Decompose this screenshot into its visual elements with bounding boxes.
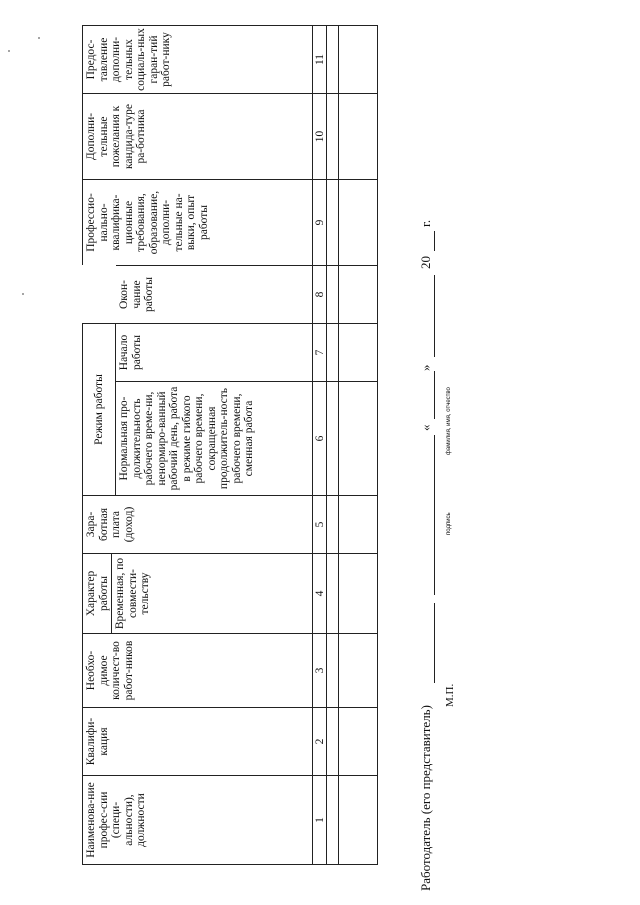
column-number-2 (312, 707, 326, 775)
header-qualification (82, 707, 312, 775)
table-cell (338, 93, 378, 179)
column-number-8 (312, 265, 326, 323)
header-regime (82, 323, 116, 495)
column-number-6-text: 6 (314, 435, 326, 442)
column-number-8-text: 8 (314, 291, 326, 298)
header-profession-text: Наименова-ние профес-сии (специ-альности), должности (85, 782, 147, 858)
year-suffix (418, 220, 434, 227)
year-prefix (418, 256, 434, 269)
header-requirements (82, 179, 312, 265)
table-cell (326, 553, 338, 633)
table-cell (326, 633, 338, 707)
year-suffix-text: г. (418, 219, 433, 227)
column-number-1 (312, 775, 326, 865)
table-cell (338, 179, 378, 265)
scan-speck (22, 293, 24, 295)
date-year-line (418, 231, 435, 251)
header-salary-text: Зара-ботная плата (доход) (85, 506, 135, 543)
header-end (116, 265, 312, 323)
column-number-4-text: 4 (314, 590, 326, 597)
column-number-5 (312, 495, 326, 553)
header-work-type-sub (112, 553, 312, 633)
table-cell (338, 553, 378, 633)
column-number-11 (312, 25, 326, 93)
scan-speck (8, 50, 10, 52)
table-cell (326, 93, 338, 179)
table-cell (326, 179, 338, 265)
table-cell (338, 323, 378, 381)
table-cell (326, 775, 338, 865)
column-number-10 (312, 93, 326, 179)
column-number-9 (312, 179, 326, 265)
header-qualification-text: Квалифи-кация (85, 717, 110, 766)
header-regime-sub-text: Нормальная про-должительность рабочего време-ни, ненормиро-ванный рабочий день, работа в режиме гибкого рабочего времени, сокращенная продолжитель-ность рабочего времени, сменная работа (118, 386, 255, 491)
table-cell (338, 25, 378, 93)
header-regime-text: Режим работы (93, 374, 105, 445)
table-cell (326, 25, 338, 93)
column-number-2-text: 2 (314, 738, 326, 745)
name-caption-text: фамилия, имя, отчество (446, 387, 452, 455)
table-cell (326, 265, 338, 323)
header-work-type-sub-text: Временная, по совмести-тельству (114, 557, 151, 630)
name-caption (446, 387, 452, 455)
table-cell (338, 707, 378, 775)
column-number-7 (312, 323, 326, 381)
column-number-6 (312, 381, 326, 495)
column-number-9-text: 9 (314, 219, 326, 226)
column-number-7-text: 7 (314, 349, 326, 356)
header-workers-needed-text: Необхо-димое количест-во работ-ников (85, 640, 135, 701)
date-day-line (418, 371, 435, 419)
table-cell (326, 323, 338, 381)
header-requirements-text: Профессио-нально-квалифика-ционные требования, образование, дополни-тельные на-выки, опыт работы (85, 190, 210, 255)
table-cell (338, 775, 378, 865)
table-cell (326, 381, 338, 495)
header-salary (82, 495, 312, 553)
table-cell (326, 495, 338, 553)
header-guarantees (82, 25, 312, 93)
table-cell (338, 265, 378, 323)
column-number-4 (312, 553, 326, 633)
year-prefix-text: 20 (418, 256, 433, 269)
stamp-label (444, 684, 456, 707)
column-number-3-text: 3 (314, 667, 326, 674)
header-profession (82, 775, 312, 865)
signature-line (418, 603, 435, 683)
name-line (418, 435, 435, 595)
column-number-11-text: 11 (314, 53, 326, 66)
date-month-line (418, 275, 435, 357)
table-cell (338, 495, 378, 553)
header-start-text: Начало работы (118, 334, 143, 371)
employer-label (418, 705, 434, 891)
header-wishes-text: Дополни-тельные пожелания к кандида-туре ра-ботника (85, 104, 147, 169)
column-number-1-text: 1 (314, 817, 326, 823)
table-cell (338, 381, 378, 495)
stamp-label-text: М.П. (444, 683, 456, 707)
signature-caption-text: подпись (446, 512, 452, 535)
date-open-quote-text: « (418, 424, 433, 431)
date-close-quote-text: » (418, 364, 433, 371)
header-regime-sub (116, 381, 312, 495)
column-number-5-text: 5 (314, 521, 326, 528)
table-cell (338, 633, 378, 707)
scan-speck (38, 37, 40, 39)
header-work-type-text: Характер работы (85, 570, 110, 617)
header-workers-needed (82, 633, 312, 707)
header-guarantees-text: Предос-тавление дополни-тельных социаль-ных гаран-тий работ-нику (85, 28, 172, 91)
column-number-10-text: 10 (314, 130, 326, 143)
employer-label-text: Работодатель (его представитель) (418, 705, 433, 891)
header-start (116, 323, 312, 381)
date-close-quote (418, 365, 434, 372)
signature-caption (446, 512, 452, 535)
date-open-quote (418, 425, 434, 432)
header-end-text: Окон-чание работы (118, 276, 155, 313)
header-wishes (82, 93, 312, 179)
header-work-type (82, 553, 112, 633)
table-cell (326, 707, 338, 775)
column-number-3 (312, 633, 326, 707)
